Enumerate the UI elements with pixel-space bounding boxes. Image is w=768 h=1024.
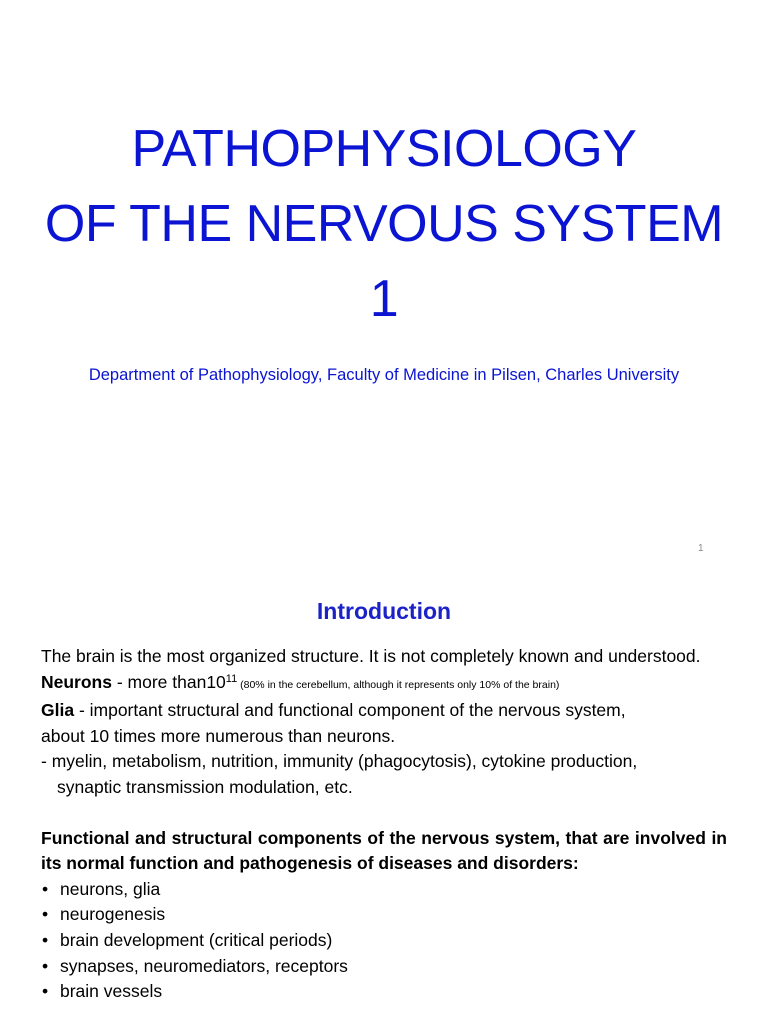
section-heading: Introduction — [316, 598, 452, 624]
list-item: • neurons, glia — [41, 877, 727, 903]
glia-line — [41, 698, 727, 724]
list-item: • brain vessels — [41, 979, 727, 1005]
page-number: 1 — [698, 543, 704, 554]
list-item: • neurogenesis — [41, 902, 727, 928]
glia-label: Glia — [41, 700, 75, 721]
title-line: 1 — [369, 270, 399, 328]
list-item: • brain development (critical periods) — [41, 928, 727, 954]
neurons-exponent: 11 — [225, 672, 238, 685]
list-item: • synapses, neuromediators, receptors — [41, 954, 727, 980]
components-list — [41, 877, 727, 1005]
slide-body — [41, 644, 727, 1005]
glia-functions: - myelin, metabolism, nutrition, immunity (phagocytosis), cytokine production, — [41, 751, 638, 772]
title-line: OF THE NERVOUS SYSTEM — [44, 195, 724, 253]
slide-subtitle: Department of Pathophysiology, Faculty of Medicine in Pilsen, Charles University — [88, 366, 680, 384]
title-line: PATHOPHYSIOLOGY — [131, 120, 637, 178]
introduction-slide — [0, 576, 768, 1024]
glia-text-continued: about 10 times more numerous than neurons. — [41, 725, 396, 746]
slide-title — [0, 112, 768, 337]
glia-text: - important structural and functional component of the nervous system, — [74, 700, 626, 721]
components-heading: Functional and structural components of the nervous system, that are involved in its normal function and pathogenesis of diseases and disorders: — [41, 827, 727, 874]
neurons-note: (80% in the cerebellum, although it represents only 10% of the brain) — [237, 678, 560, 691]
neurons-label: Neurons — [41, 671, 112, 692]
intro-paragraph: The brain is the most organized structure. It is not completely known and understood. — [41, 646, 701, 666]
spacer — [41, 801, 727, 826]
neurons-text: - more than10 — [111, 671, 226, 692]
neurons-line — [41, 670, 727, 699]
glia-functions-continued: synaptic transmission modulation, etc. — [57, 776, 353, 797]
